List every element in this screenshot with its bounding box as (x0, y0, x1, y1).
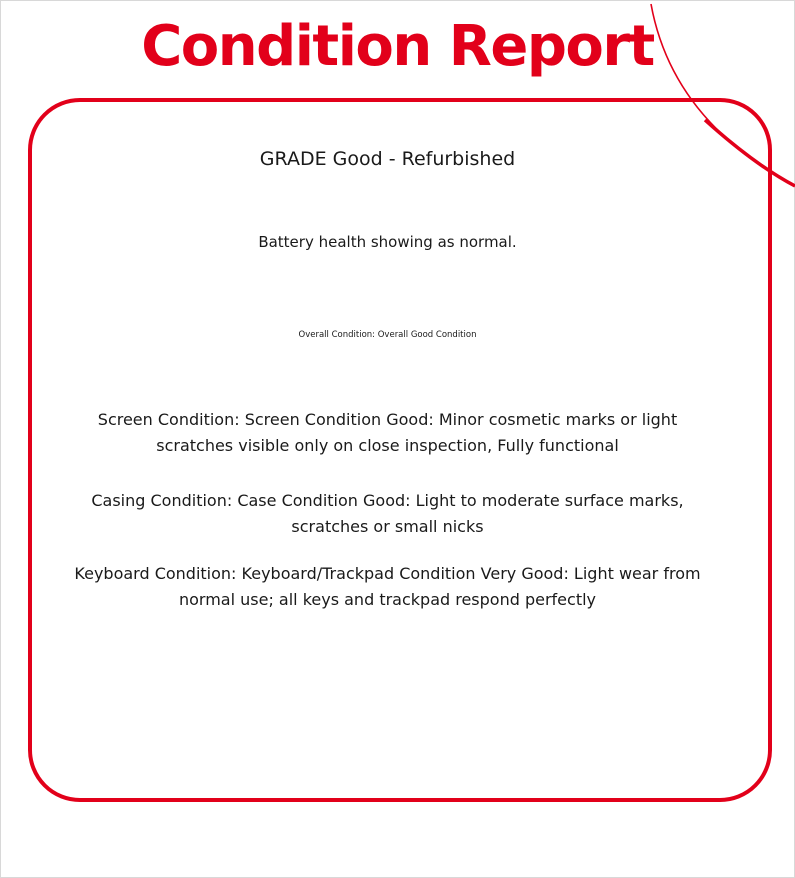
keyboard-condition-text: Keyboard Condition: Keyboard/Trackpad Condition Very Good: Light wear from normal use; all keys and trackpad respond perfectly (74, 564, 701, 609)
report-title: Condition Report (141, 14, 654, 79)
battery-text: Battery health showing as normal. (258, 233, 517, 251)
grade-text: GRADE Good - Refurbished (259, 148, 516, 170)
screen-condition-text: Screen Condition: Screen Condition Good: Minor cosmetic marks or light scratches visible only on close inspection, Fully functional (97, 410, 678, 455)
casing-condition-text: Casing Condition: Case Condition Good: Light to moderate surface marks, scratches or small nicks (91, 491, 684, 536)
overall-condition-text: Overall Condition: Overall Good Condition (298, 330, 477, 340)
